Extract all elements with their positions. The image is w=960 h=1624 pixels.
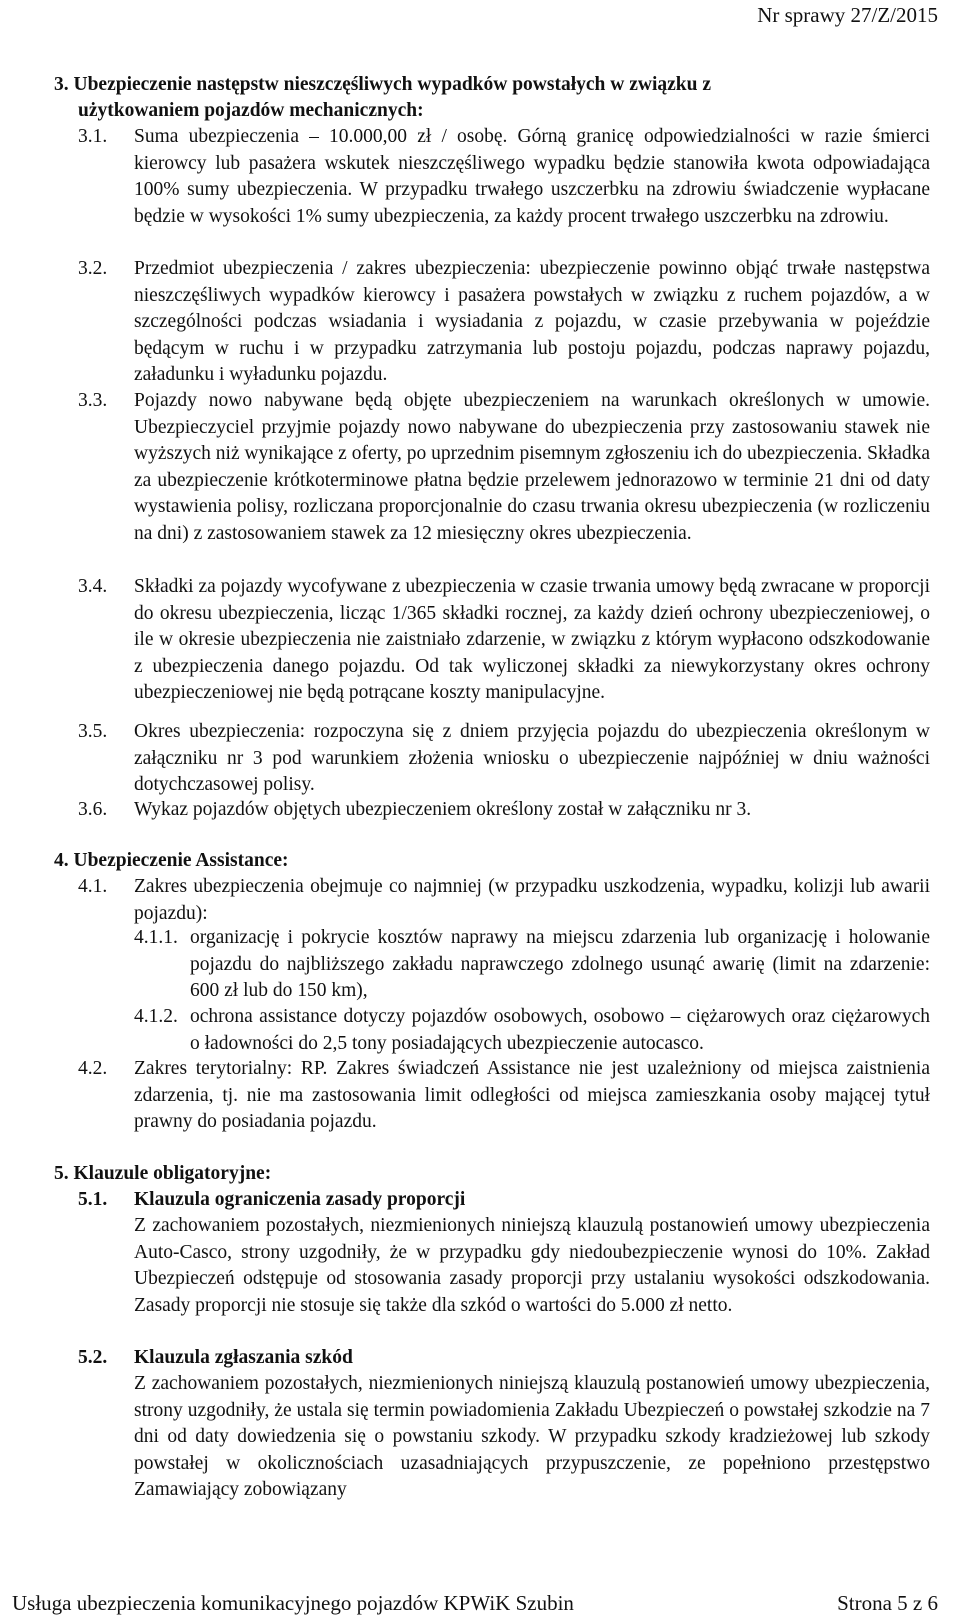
paragraph-3-5: Okres ubezpieczenia: rozpoczyna się z dniem przyjęcia pojazdu do ubezpieczenia określonym w załączniku nr 3 pod warunkiem złożenia wniosku o ubezpieczenie najpóźniej w dniu ważności dotychczasowej polisy. [134, 721, 930, 795]
item-number: 4.2. [78, 1058, 108, 1079]
paragraph-5-1: Z zachowaniem pozostałych, niezmienionych niniejszą klauzulą postanowień umowy ubezpieczenia Auto-Casco, strony uzgodniły, że w przypadku gdy niedoubezpieczenie wynosi do 10%. Zakład Ubezpieczeń odstępuje od stosowania zasady proporcji przy ustalaniu wysokości odszkodowania. Zasady proporcji nie stosuje się także dla szkód o wartości do 5.000 zł netto. [134, 1215, 930, 1316]
item-number: 4.1.1. [134, 927, 178, 948]
footer-title: Usługa ubezpieczenia komunikacyjnego pojazdów KPWiK Szubin [12, 1591, 574, 1615]
item-number: 5.1. [78, 1189, 108, 1210]
paragraph-4-2: Zakres terytorialny: RP. Zakres świadczeń Assistance nie jest uzależniony od miejsca zaistnienia zdarzenia, tj. nie ma zastosowania limit odległości od miejsca zamieszkania osoby mającej tytuł prawny do posiadania pojazdu. [134, 1058, 930, 1132]
clause-5-1-heading: Klauzula ograniczenia zasady proporcji [134, 1189, 466, 1210]
item-number: 3.6. [78, 799, 108, 820]
paragraph-3-6: Wykaz pojazdów objętych ubezpieczeniem określony został w załączniku nr 3. [134, 799, 752, 820]
paragraph-3-2: Przedmiot ubezpieczenia / zakres ubezpieczenia: ubezpieczenie powinno objąć trwałe następstwa nieszczęśliwych wypadków kierowcy i pasażera powstałych w związku z ruchem pojazdów, a w szczególności podczas wsiadania i wysiadania z pojazdu, w czasie przebywania w pojeździe będącym w ruchu i w przypadku zatrzymania lub postoju pojazdu, podczas naprawy pojazdu, załadunku i wyładunku pojazdu. [134, 258, 930, 385]
paragraph-4-1-2: ochrona assistance dotyczy pojazdów osobowych, osobowo – ciężarowych oraz ciężarowych o ładowności do 2,5 tony posiadających ubezpieczenie autocasco. [190, 1006, 930, 1054]
paragraph-3-4: Składki za pojazdy wycofywane z ubezpieczenia w czasie trwania umowy będą zwracane w proporcji do okresu ubezpieczenia, licząc 1/365 składki rocznej, za każdy dzień ochrony ubezpieczeniowej, o ile w okresie ubezpieczenia nie zaistniało zdarzenie, w związku z którym wypłacono odszkodowanie z ubezpieczenia danego pojazdu. Od tak wyliczonej składki za niewykorzystany okres ochrony ubezpieczeniowej nie będą potrącane koszty manipulacyjne. [134, 576, 930, 703]
item-number: 3.4. [78, 576, 108, 597]
item-number: 3.1. [78, 126, 108, 147]
case-number: Nr sprawy 27/Z/2015 [757, 3, 938, 27]
item-number: 3.5. [78, 721, 108, 742]
section-4-title: 4. Ubezpieczenie Assistance: [54, 850, 289, 871]
section-5-title: 5. Klauzule obligatoryjne: [54, 1163, 272, 1184]
page-number: Strona 5 z 6 [837, 1591, 938, 1615]
item-number: 3.2. [78, 258, 108, 279]
item-number: 4.1. [78, 876, 108, 897]
clause-5-2-heading: Klauzula zgłaszania szkód [134, 1347, 353, 1368]
paragraph-3-1: Suma ubezpieczenia – 10.000,00 zł / osobę. Górną granicę odpowiedzialności w razie śmierci kierowcy lub pasażera wskutek nieszczęśliwego wypadku będzie stanowiła kwota odpowiadająca 100% sumy ubezpieczenia. W przypadku trwałego uszczerbku na zdrowiu świadczenie wypłacane będzie w wysokości 1% sumy ubezpieczenia, za każdy procent trwałego uszczerbku na zdrowiu. [134, 126, 930, 227]
item-number: 4.1.2. [134, 1006, 178, 1027]
section-3-title: 3. Ubezpieczenie następstw nieszczęśliwych wypadków powstałych w związku z [54, 74, 712, 95]
item-number: 5.2. [78, 1347, 108, 1368]
paragraph-4-1-1: organizację i pokrycie kosztów naprawy na miejscu zdarzenia lub organizację i holowanie pojazdu do najbliższego zakładu naprawczego zdolnego usunąć awarię (limit na zdarzenie: 600 zł lub do 150 km), [190, 927, 930, 1001]
paragraph-4-1: Zakres ubezpieczenia obejmuje co najmniej (w przypadku uszkodzenia, wypadku, kolizji lub awarii pojazdu): [134, 876, 930, 924]
paragraph-5-2: Z zachowaniem pozostałych, niezmienionych niniejszą klauzulą postanowień umowy ubezpieczenia, strony uzgodniły, że ustala się termin powiadomienia Zakładu Ubezpieczeń o powstałej szkodzie na 7 dni od daty dowiedzenia się o powstaniu szkody. W przypadku szkody kradzieżowej lub szkody powstałej w okolicznościach uzasadniających przypuszczenie, ze popełniono przestępstwo Zamawiający zobowiązany [134, 1373, 930, 1500]
section-3-title-cont: użytkowaniem pojazdów mechanicznych: [78, 100, 424, 121]
item-number: 3.3. [78, 390, 108, 411]
paragraph-3-3: Pojazdy nowo nabywane będą objęte ubezpieczeniem na warunkach określonych w umowie. Ubezpieczyciel przyjmie pojazdy nowo nabywane do ubezpieczenia przy zastosowaniu stawek nie wyższych niż wynikające z oferty, po uprzednim pisemnym zgłoszeniu ich do ubezpieczenia. Składka za ubezpieczenie krótkoterminowe płatna będzie przelewem jednorazowo w terminie 21 dni od daty wystawienia polisy, rozliczana proporcjonalnie do czasu trwania okresu ubezpieczenia (w rozliczeniu na dni) z zastosowaniem stawek za 12 miesięczny okres ubezpieczenia. [134, 390, 930, 544]
